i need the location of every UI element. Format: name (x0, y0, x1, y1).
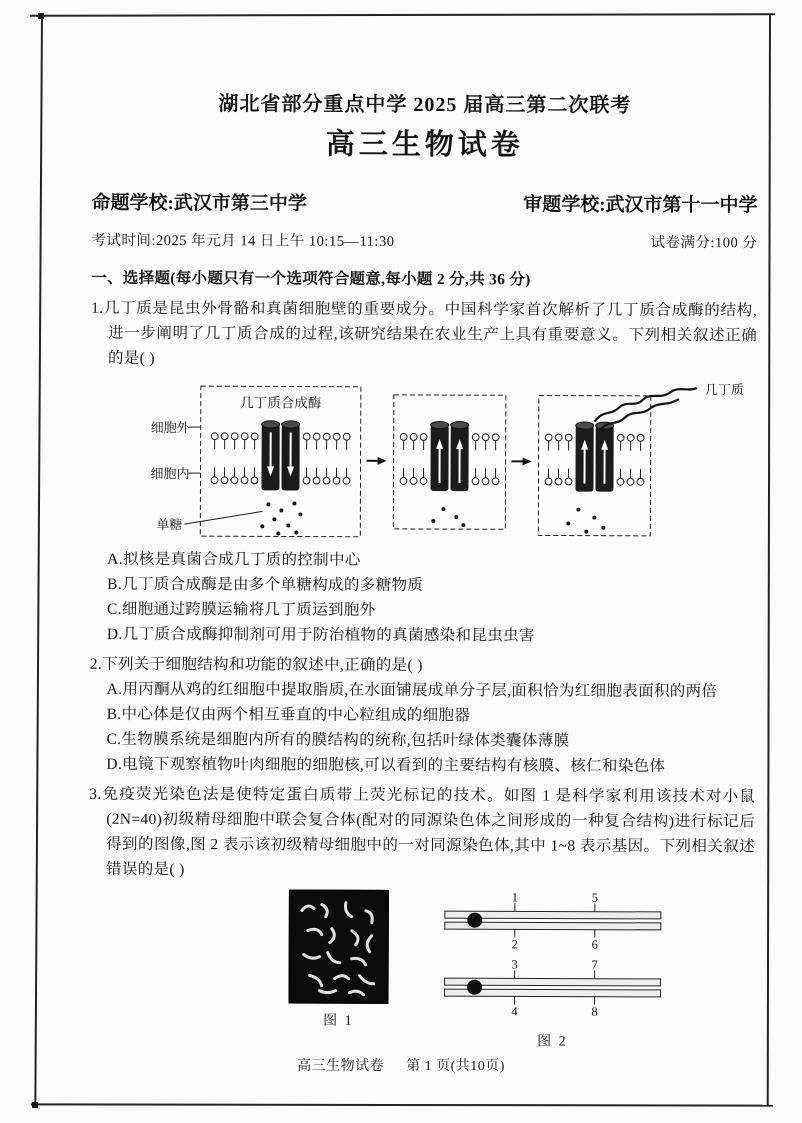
scan-corner-mark (38, 13, 44, 19)
centromere-dot (467, 980, 482, 995)
question-1-option-d: D.几丁质合成酶抑制剂可用于防治植物的真菌感染和昆虫虫害 (106, 625, 535, 645)
setter-school: 命题学校:武汉市第三中学 (91, 192, 307, 215)
footer-paper-name: 高三生物试卷 (297, 1059, 385, 1074)
figure-1-wrap (288, 889, 389, 1029)
question-3-stem: 3.免疫荧光染色法是使特定蛋白质带上荧光标记的技术。如图 1 是科学家利用该技术对小鼠(2N=40)初级精母细胞中联会复合体(配对的同源染色体之间形成的一种复合结构)进行标记后得到的图像,图 2 表示该初级精母细胞中的一对同源染色体,其中 1~8 表示基因。下列相关叙述错误的是( ) (89, 785, 756, 879)
figure-2-caption: 图 2 (537, 1034, 568, 1050)
question-2-option-d: D.电镜下观察植物叶肉细胞的细胞核,可以看到的主要结构有核膜、核仁和染色体 (106, 755, 666, 775)
question-3-figures (288, 889, 755, 1051)
membrane-panel-3 (538, 395, 651, 535)
paper-title: 高三生物试卷 (325, 128, 524, 162)
membrane-panel-2 (393, 395, 506, 529)
question-2-option-b: B.中心体是仅由两个相互垂直的中心粒组成的细胞器 (106, 705, 471, 725)
scan-edge-left (34, 15, 43, 1105)
question-1-option-b: B.几丁质合成酶是由多个单糖构成的多糖物质 (107, 575, 424, 594)
label-leader-lines (184, 427, 262, 524)
scan-edge-right (767, 15, 771, 1105)
extracellular-label: 细胞外 (150, 419, 190, 436)
footer-page-number: 第 1 页(共10页) (406, 1059, 505, 1074)
gene-label: 6 (591, 937, 598, 952)
figure-2-wrap (436, 890, 669, 1051)
gene-label: 2 (511, 937, 518, 952)
section-1-heading: 一、选择题(每小题只有一个选项符合题意,每小题 2 分,共 36 分) (91, 269, 531, 289)
fluorescence-image (288, 889, 388, 1003)
page-footer (0, 1055, 802, 1075)
gene-label: 8 (591, 1004, 598, 1019)
homologous-chromosome-diagram (436, 890, 669, 1025)
question-2-option-a: A.用丙酮从鸡的红细胞中提取脂质,在水面铺展成单分子层,面积恰为红细胞表面积的两倍 (106, 680, 718, 701)
gene-label: 5 (591, 890, 599, 905)
scan-edge-top (30, 13, 775, 17)
gene-label: 1 (511, 890, 519, 905)
membrane-panel-1 (200, 386, 361, 537)
intracellular-label: 细胞内 (150, 465, 190, 482)
gene-label: 4 (511, 1004, 518, 1019)
enzyme-label: 几丁质合成酶 (240, 395, 322, 411)
exam-time: 考试时间:2025 年元月 14 日上午 10:15—11:30 (91, 232, 395, 250)
figure-1-caption: 图 1 (323, 1013, 354, 1029)
gene-label: 3 (511, 957, 518, 972)
chitin-label: 几丁质 (704, 382, 744, 398)
arrow-right-icon (512, 457, 532, 465)
monosaccharide-dots (260, 501, 302, 535)
question-1-option-a: A.拟核是真菌合成几丁质的控制中心 (107, 550, 361, 569)
page-content (88, 91, 758, 1052)
monosaccharide-label: 单糖 (156, 516, 183, 533)
question-1-stem: 1.几丁质是昆虫外骨骼和真菌细胞壁的重要成分。中国科学家首次解析了几丁质合成酶的结构,进一步阐明了几丁质合成的过程,该研究结果在农业生产上具有重要意义。下列相关叙述正确的是( ) (91, 299, 758, 367)
question-2-option-c: C.生物膜系统是细胞内所有的膜结构的统称,包括叶绿体类囊体薄膜 (106, 730, 570, 750)
question-2-stem: 2.下列关于细胞结构和功能的叙述中,正确的是( ) (89, 655, 423, 674)
gene-label: 7 (591, 957, 598, 972)
centromere-dot (467, 913, 482, 928)
reviewer-school: 审题学校:武汉市第十一中学 (523, 194, 758, 217)
full-marks: 试卷满分:100 分 (650, 234, 758, 252)
scan-corner-mark (32, 1102, 38, 1108)
exam-meta-row (91, 231, 757, 254)
chitin-synthase-figure (148, 376, 749, 546)
chitin-chain (595, 388, 697, 430)
question-1-option-c: C.细胞通过跨膜运输将几丁质运到胞外 (106, 600, 376, 619)
scan-edge-bottom (31, 1103, 773, 1106)
arrow-right-icon (367, 457, 387, 465)
school-row (92, 191, 758, 220)
joint-exam-title: 湖北省部分重点中学 2025 届高三第二次联考 (218, 93, 632, 117)
